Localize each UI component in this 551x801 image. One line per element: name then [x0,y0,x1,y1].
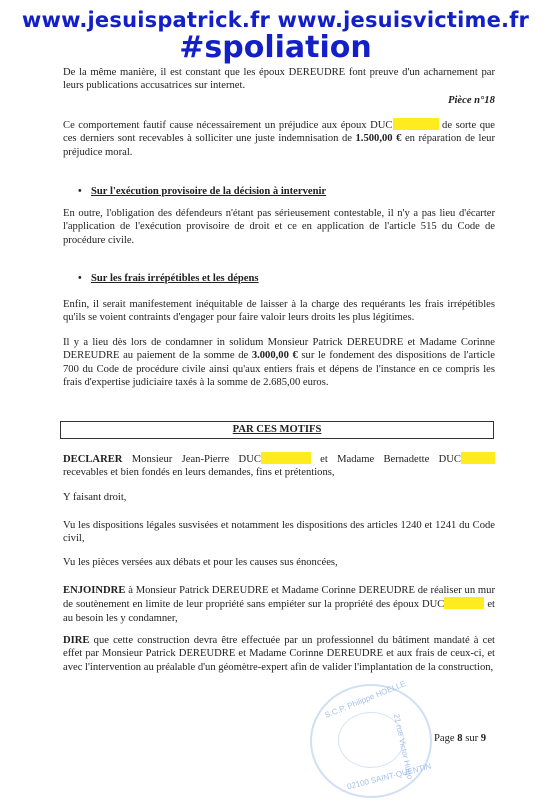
declarer-keyword: DECLARER [63,454,123,465]
redaction-highlight [393,118,439,130]
redaction-highlight [461,452,495,464]
paragraph-acharnement: De la même manière, il est constant que les époux DEREUDRE font preuve d'un acharnement par leurs publications accusatrices sur internet. [63,67,495,92]
piece-reference: Pièce n°18 [448,95,495,106]
paragraph-condamner [63,336,495,390]
page-separator: sur [462,733,481,744]
page-current: 8 [457,733,463,744]
enjoindre-text-a: à Monsieur Patrick DEREUDRE et Madame Corinne DEREUDRE de réaliser un mur de soutènement en limite de leur propriété sans empiéter sur la propriété des époux DUC [63,585,495,611]
paragraph-vu-dispositions: Vu les dispositions légales susvisées et notamment les dispositions des articles 1240 et 1241 du Code civil, [63,520,495,545]
enjoindre-text-b: et au besoin les y condamner, [63,599,495,624]
dire-keyword: DIRE [63,635,90,646]
declarer-text-c: recevables et bien fondés en leurs demandes, fins et prétentions, [63,467,335,479]
prejudice-amount: 1.500,00 € [355,133,402,145]
paragraph-dire [63,634,495,674]
stamp-bottom-text: 21 rue Victor Hugo [391,713,415,780]
page-label: Page [434,733,458,744]
stamp-top-text: S.C.P. Philippe HOELLE [323,679,408,720]
motifs-heading: PAR CES MOTIFS [232,424,322,435]
paragraph-enjoindre [63,584,495,625]
paragraph-execution: En outre, l'obligation des défendeurs n'étant pas sérieusement contestable, il n'y a pas lieu d'écarter l'application de l'exécution provisoire de droit et ce en application de l'article 515 du Code de procédure civile. [63,208,495,246]
dire-text: que cette construction devra être effectuée par un professionnel du bâtiment mandaté à cet effet par Monsieur Patrick DEREUDRE et Madame Corinne DEREUDRE et aux frais de ceux-ci, et avec l'intervention au préalable d'un géomètre-expert afin de valider l'implantation de la construction, [63,635,495,673]
condamner-text-start: Il y a lieu dès lors de condamner in solidum Monsieur Patrick DEREUDRE et Madame Corinne DEREUDRE au paiement de la somme de [63,337,495,362]
declarer-text-b: et Madame Bernadette DUC [310,454,461,465]
header-hashtag: #spoliation [179,30,372,65]
page-total: 9 [480,733,487,744]
section-frais-depens: • Sur les frais irrépétibles et les dépens [91,273,259,284]
section-execution-provisoire: • Sur l'exécution provisoire de la décision à intervenir [91,186,326,197]
condamner-text-end: sur le fondement des dispositions de l'article 700 du Code de procédure civile ainsi qu'aux entiers frais et dépens de l'instance en ce compris les frais d'expertise judiciaire taxés à la somme de 2.685,00 euros. [63,350,495,389]
prejudice-text-end: en réparation de leur préjudice moral. [63,133,495,158]
paragraph-prejudice [63,118,495,159]
condamner-amount: 3.000,00 € [251,350,298,362]
paragraph-y-faisant-droit: Y faisant droit, [63,492,127,503]
header-websites: www.jesuispatrick.fr www.jesuisvictime.fr [21,8,530,32]
enjoindre-keyword: ENJOINDRE [63,585,126,596]
paragraph-vu-pieces: Vu les pièces versées aux débats et pour les causes sus énoncées, [63,557,338,568]
paragraph-inequitable: Enfin, il serait manifestement inéquitable de laisser à la charge des requérants les frais irrépétibles qu'ils se voient contraints d'engager pour faire valoir leurs droits les plus légitimes. [63,299,495,324]
paragraph-declarer [63,452,495,480]
declarer-text-a: Monsieur Jean-Pierre DUC [122,454,261,465]
page-number [434,733,486,744]
prejudice-text-middle: de sorte que ces derniers sont recevables à solliciter une juste indemnisation de [63,120,495,145]
redaction-highlight [444,597,484,609]
redaction-highlight [261,452,311,464]
prejudice-text-start: Ce comportement fautif cause nécessairement un préjudice aux époux DUC [63,120,393,131]
motifs-box [60,421,494,439]
stamp-city-text: 02100 SAINT-QUENTIN [346,761,433,792]
